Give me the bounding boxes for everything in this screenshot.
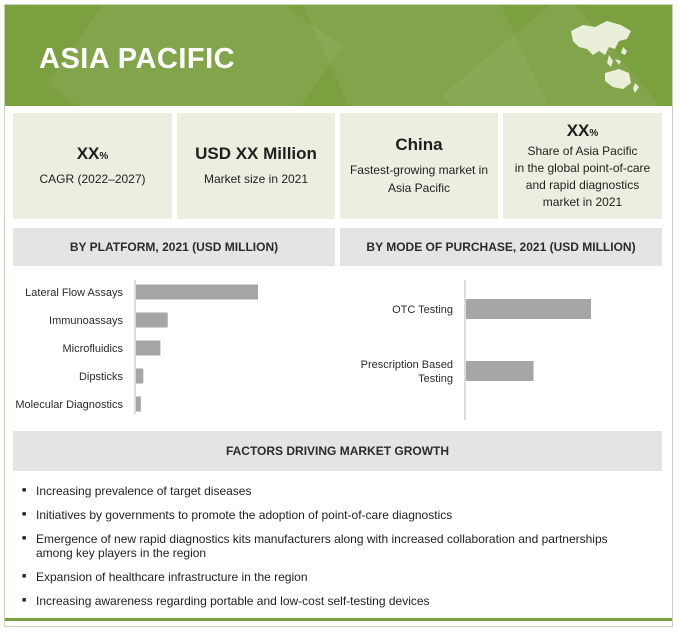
stat-description: CAGR (2022–2027)	[39, 172, 146, 186]
category-label: Immunoassays	[49, 315, 123, 327]
cagr-stat-box	[13, 113, 172, 219]
regional-share-stat-box	[503, 113, 662, 219]
list-item: ■ Increasing prevalence of target diseases	[22, 484, 642, 498]
header-banner	[5, 5, 672, 106]
chart-bar	[466, 299, 591, 319]
chart-bar	[466, 361, 534, 381]
growth-factors-list	[22, 484, 642, 618]
stat-description: Share of Asia Pacific in the global point-of-care and rapid diagnostics market in 2021	[514, 144, 651, 209]
stat-description: Market size in 2021	[203, 172, 309, 186]
chart-bar	[136, 313, 168, 328]
platform-chart-title: BY PLATFORM, 2021 (USD MILLION)	[13, 228, 335, 266]
list-item: ■ Initiatives by governments to promote the adoption of point-of-care diagnostics	[22, 508, 642, 522]
list-item: ■ Increasing awareness regarding portable and low-cost self-testing devices	[22, 594, 642, 608]
asia-pacific-map-icon	[565, 17, 645, 95]
region-title: ASIA PACIFIC	[39, 43, 236, 75]
list-item: ■ Emergence of new rapid diagnostics kits manufacturers along with increased collaboration and partnerships among key players in the region	[22, 532, 642, 560]
category-label: OTC Testing	[392, 304, 453, 316]
category-label: Microfluidics	[62, 343, 123, 355]
chart-bar	[136, 397, 141, 412]
fastest-growing-stat-box	[340, 113, 498, 219]
stat-value: XX%	[76, 144, 109, 163]
market-size-stat-box	[177, 113, 335, 219]
list-item: ■ Expansion of healthcare infrastructure in the region	[22, 570, 642, 584]
chart-bar	[136, 285, 258, 300]
chart-bar	[136, 369, 143, 384]
purchase-chart-title: BY MODE OF PURCHASE, 2021 (USD MILLION)	[340, 228, 662, 266]
stat-value: USD XX Million	[195, 144, 317, 163]
category-label: Prescription Based Testing	[360, 359, 453, 385]
stat-value: China	[395, 135, 443, 154]
bottom-accent-bar	[5, 618, 672, 621]
purchase-bar-chart	[340, 272, 662, 422]
category-label: Molecular Diagnostics	[15, 399, 123, 411]
category-label: Dipsticks	[78, 371, 123, 383]
category-label: Lateral Flow Assays	[25, 287, 123, 299]
chart-bar	[136, 341, 160, 356]
stat-value: XX%	[566, 121, 599, 140]
stat-description: Fastest-growing market in Asia Pacific	[349, 163, 489, 195]
platform-bar-chart	[13, 272, 335, 422]
factors-title: FACTORS DRIVING MARKET GROWTH	[13, 431, 662, 471]
